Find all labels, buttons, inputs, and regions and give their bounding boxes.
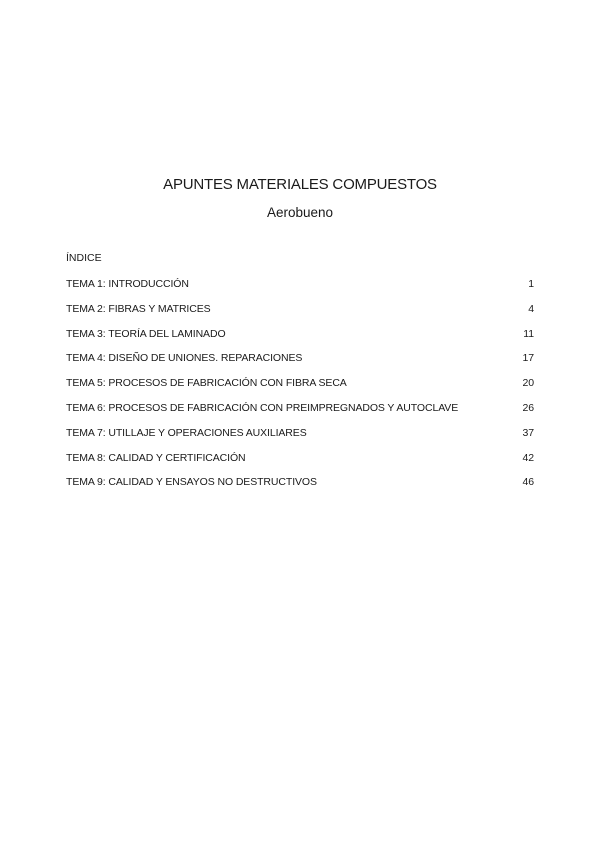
toc-entry[interactable] bbox=[66, 402, 534, 427]
toc-entry-page: 42 bbox=[522, 451, 534, 464]
toc-entry-label: TEMA 1: INTRODUCCIÓN bbox=[66, 278, 189, 290]
index-heading: ÍNDICE bbox=[66, 252, 102, 264]
toc-entry[interactable] bbox=[66, 352, 534, 377]
toc-entry[interactable] bbox=[66, 452, 534, 477]
toc-entry-label: TEMA 2: FIBRAS Y MATRICES bbox=[66, 302, 211, 315]
toc-entry-label: TEMA 7: UTILLAJE Y OPERACIONES AUXILIARES bbox=[66, 426, 307, 439]
toc-entry[interactable] bbox=[66, 303, 534, 328]
toc-entry-label: TEMA 3: TEORÍA DEL LAMINADO bbox=[66, 327, 226, 340]
toc-entry-page: 4 bbox=[528, 302, 534, 315]
toc-entry-label: TEMA 8: CALIDAD Y CERTIFICACIÓN bbox=[66, 451, 246, 464]
toc-entry[interactable] bbox=[66, 377, 534, 402]
toc-entry-page: 26 bbox=[522, 401, 534, 414]
table-of-contents bbox=[66, 278, 534, 501]
toc-entry[interactable] bbox=[66, 278, 534, 303]
toc-entry-label: TEMA 6: PROCESOS DE FABRICACIÓN CON PREIMPREGNADOS Y AUTOCLAVE bbox=[66, 401, 459, 414]
toc-entry[interactable] bbox=[66, 328, 534, 353]
toc-entry-page: 20 bbox=[522, 377, 534, 390]
toc-entry-page: 11 bbox=[523, 327, 534, 340]
document-title: APUNTES MATERIALES COMPUESTOS bbox=[163, 176, 437, 193]
toc-entry-page: 17 bbox=[522, 352, 534, 365]
toc-entry-label: TEMA 4: DISEÑO DE UNIONES. REPARACIONES bbox=[66, 352, 303, 365]
toc-entry[interactable] bbox=[66, 427, 534, 452]
toc-entry-label: TEMA 9: CALIDAD Y ENSAYOS NO DESTRUCTIVOS bbox=[66, 476, 317, 489]
document-author: Aerobueno bbox=[266, 205, 334, 220]
toc-entry-page: 46 bbox=[522, 476, 534, 489]
toc-entry-page: 1 bbox=[528, 278, 534, 290]
toc-entry-label: TEMA 5: PROCESOS DE FABRICACIÓN CON FIBRA SECA bbox=[66, 377, 347, 390]
toc-entry[interactable] bbox=[66, 476, 534, 501]
toc-entry-page: 37 bbox=[522, 426, 534, 439]
